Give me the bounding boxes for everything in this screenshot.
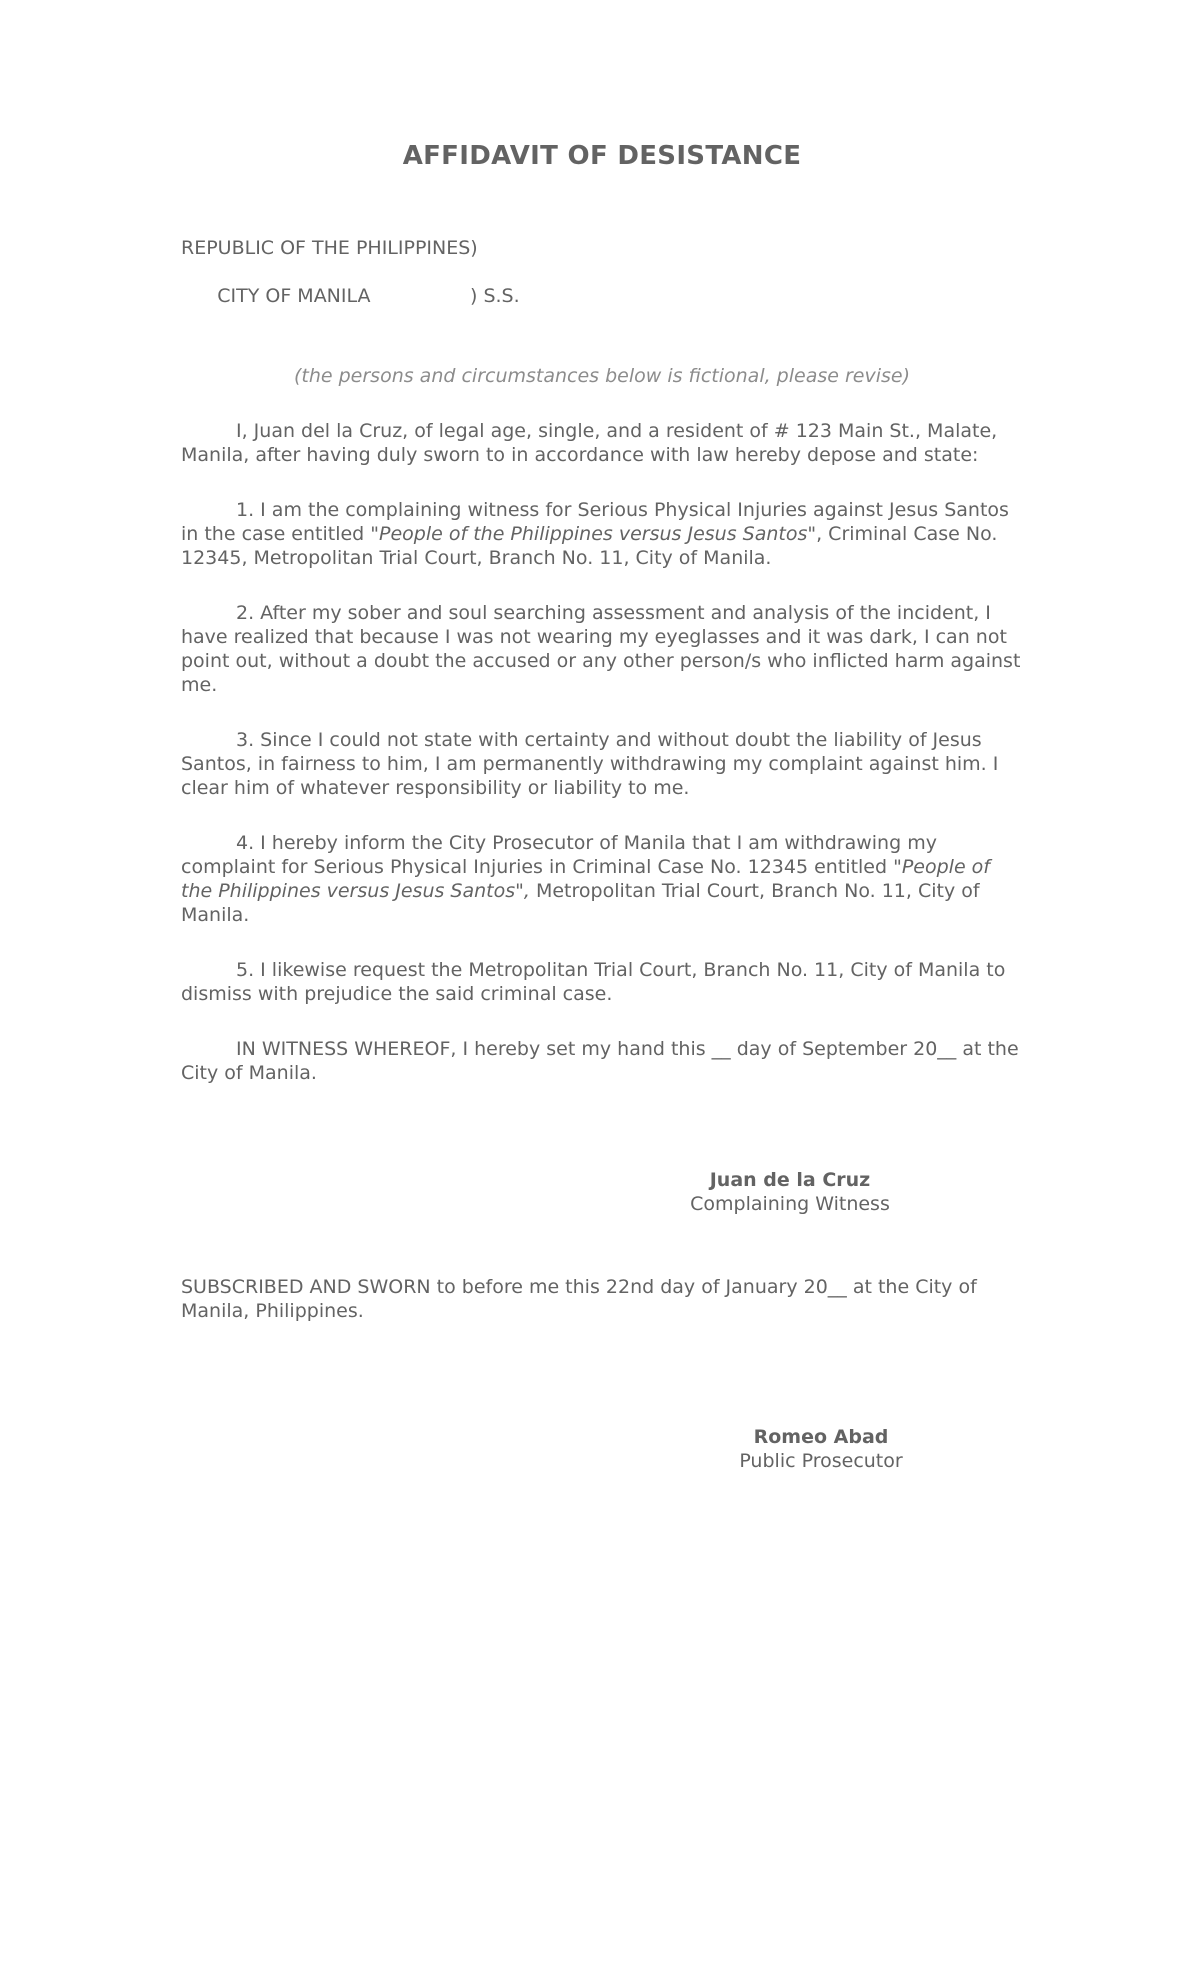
signature-block-witness <box>680 1168 900 1216</box>
witness-paragraph: IN WITNESS WHEREOF, I hereby set my hand this __ day of September 20__ at the City of Manila. <box>181 1038 1019 1084</box>
prosecutor-name: Romeo Abad <box>753 1426 889 1448</box>
fictional-note: (the persons and circumstances below is fictional, please revise) <box>293 365 910 387</box>
document-title: AFFIDAVIT OF DESISTANCE <box>402 141 802 171</box>
document-page <box>181 138 1023 1472</box>
venue-ss: ) S.S. <box>470 285 520 307</box>
witness-name: Juan de la Cruz <box>709 1169 871 1191</box>
paragraph-1-text-c: ", Criminal Case No. 12345, Metropolitan Trial Court, Branch No. 11, City of Manila. <box>181 523 998 569</box>
venue-city: CITY OF MANILA <box>217 285 371 307</box>
paragraph-3: 3. Since I could not state with certainty and without doubt the liability of Jesus Santos, in fairness to him, I am permanently withdrawing my complaint against him. I clear him of whatever responsibility or liability to me. <box>181 729 999 799</box>
paragraph-5: 5. I likewise request the Metropolitan Trial Court, Branch No. 11, City of Manila to dismiss with prejudice the said criminal case. <box>181 959 1006 1005</box>
paragraph-4-text-a: 4. I hereby inform the City Prosecutor of Manila that I am withdrawing my complaint for Serious Physical Injuries in Criminal Case No. 12345 entitled <box>181 832 937 878</box>
paragraph-4-case-title: "People of the Philippines versus Jesus Santos", <box>181 856 990 902</box>
paragraph-2: 2. After my sober and soul searching assessment and analysis of the incident, I have realized that because I was not wearing my eyeglasses and it was dark, I can not point out, without a doubt the accused or any other person/s who inflicted harm against me. <box>181 602 1021 696</box>
intro-paragraph: I, Juan del la Cruz, of legal age, single, and a resident of # 123 Main St., Malate, Manila, after having duly sworn to in accordance with law hereby depose and state: <box>181 420 998 466</box>
paragraph-1-text-a: 1. I am the complaining witness for Serious Physical Injuries against Jesus Santos in the case entitled <box>181 499 1009 545</box>
paragraph-1 <box>181 498 1023 570</box>
signature-block-prosecutor <box>711 1425 931 1473</box>
paragraph-1-case-title: "People of the Philippines versus Jesus Santos <box>370 523 808 545</box>
sworn-paragraph: SUBSCRIBED AND SWORN to before me this 22nd day of January 20__ at the City of Manila, Philippines. <box>181 1276 977 1322</box>
venue-block <box>181 236 1023 332</box>
venue-city-row <box>181 260 1023 332</box>
paragraph-4-text-c: Metropolitan Trial Court, Branch No. 11, City of Manila. <box>181 880 980 926</box>
venue-republic: REPUBLIC OF THE PHILIPPINES) <box>181 237 478 259</box>
witness-role: Complaining Witness <box>690 1193 890 1215</box>
prosecutor-role: Public Prosecutor <box>739 1450 903 1472</box>
paragraph-4 <box>181 831 1023 927</box>
